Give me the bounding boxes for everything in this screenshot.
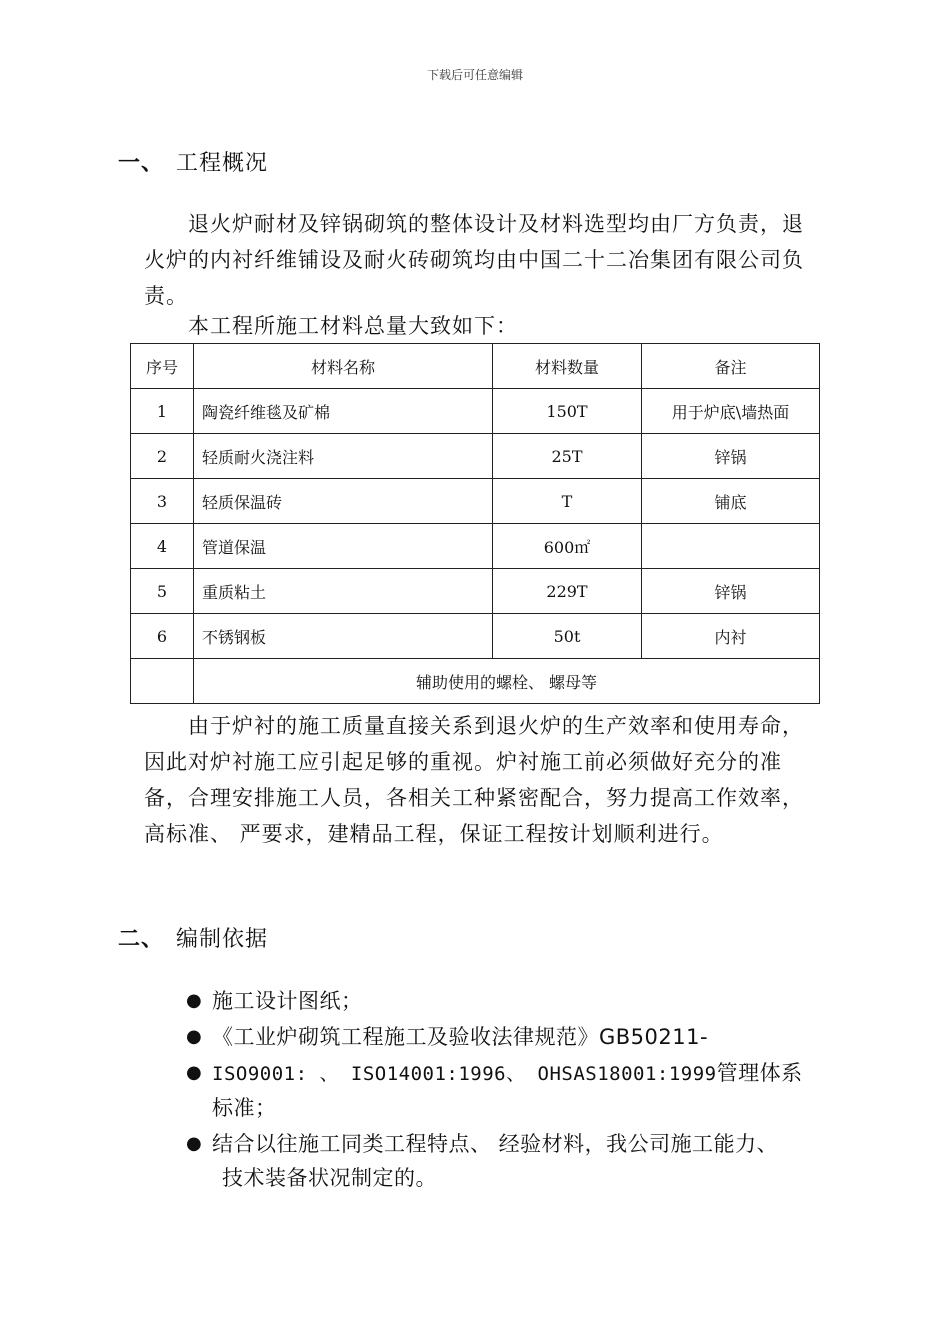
cell-name: 陶瓷纤维毯及矿棉 <box>194 389 493 434</box>
table-row <box>131 389 820 434</box>
list-item-continuation: 标准； <box>212 1096 277 1120</box>
cell-qty: T <box>493 479 642 524</box>
header-seq: 序号 <box>131 344 194 389</box>
table-header-row <box>131 344 820 389</box>
materials-intro-text: 本工程所施工材料总量大致如下： <box>188 314 518 338</box>
cell-note <box>642 524 820 569</box>
table-row <box>131 614 820 659</box>
quality-text: 由于炉衬的施工质量直接关系到退火炉的生产效率和使用寿命，因此对炉衬施工应引起足够的重视。炉衬施工前必须做好充分的准备，合理安排施工人员，各相关工种紧密配合，努力提高工作效率，高标准、 严要求，建精品工程，保证工程按计划顺利进行。 <box>144 714 804 846</box>
cell-note: 铺底 <box>642 479 820 524</box>
header-note-col: 备注 <box>642 344 820 389</box>
cell-seq: 3 <box>131 479 194 524</box>
table-row <box>131 479 820 524</box>
cell-name: 管道保温 <box>194 524 493 569</box>
table-row <box>131 434 820 479</box>
list-item-text-suffix: 管理体系 <box>716 1061 803 1085</box>
list-item <box>186 1127 836 1195</box>
cell-qty: 25T <box>493 434 642 479</box>
cell-note: 内衬 <box>642 614 820 659</box>
cell-name: 轻质保温砖 <box>194 479 493 524</box>
basis-list <box>186 984 836 1197</box>
section-title-basis <box>118 922 268 953</box>
intro-text: 退火炉耐材及锌锅砌筑的整体设计及材料选型均由厂方负责，退火炉的内衬纤维铺设及耐火砖砌筑均由中国二十二冶集团有限公司负责。 <box>144 212 804 308</box>
list-item-text: 施工设计图纸； <box>212 989 363 1013</box>
cell-seq: 1 <box>131 389 194 434</box>
bullet-icon: ● <box>186 1026 203 1047</box>
section-number: 一、 <box>118 151 165 176</box>
section-heading: 工程概况 <box>176 151 269 176</box>
section-title-overview <box>118 146 268 177</box>
header-note: 下载后可任意编辑 <box>426 68 523 82</box>
cell-note: 锌锅 <box>642 569 820 614</box>
list-item-text: 结合以往施工同类工程特点、 经验材料，我公司施工能力、 <box>212 1132 779 1156</box>
list-item-text: 《工业炉砌筑工程施工及验收法律规范》GB50211- <box>212 1025 709 1049</box>
cell-note: 用于炉底\墙热面 <box>642 389 820 434</box>
section-number: 二、 <box>118 927 165 952</box>
table-row <box>131 569 820 614</box>
bullet-icon: ● <box>186 1062 203 1083</box>
table-row <box>131 524 820 569</box>
cell-qty: 150T <box>493 389 642 434</box>
intro-paragraph <box>144 206 820 314</box>
cell-name: 重质粘土 <box>194 569 493 614</box>
cell-name: 不锈钢板 <box>194 614 493 659</box>
bullet-icon: ● <box>186 1133 203 1154</box>
list-item <box>186 1020 836 1054</box>
header-qty: 材料数量 <box>493 344 642 389</box>
section-heading: 编制依据 <box>176 927 269 952</box>
cell-name: 轻质耐火浇注料 <box>194 434 493 479</box>
cell-qty: 50t <box>493 614 642 659</box>
cell-qty: 600㎡ <box>493 524 642 569</box>
list-item <box>186 1056 836 1125</box>
cell-qty: 229T <box>493 569 642 614</box>
materials-intro <box>144 308 820 344</box>
materials-table <box>130 343 820 704</box>
cell-footer: 辅助使用的螺栓、 螺母等 <box>194 659 820 704</box>
bullet-icon: ● <box>186 990 203 1011</box>
table-footer-row <box>131 659 820 704</box>
cell-seq-empty <box>131 659 194 704</box>
quality-paragraph <box>144 708 820 852</box>
list-item-text: ISO9001: 、 ISO14001:1996、 OHSAS18001:1999 <box>212 1063 717 1085</box>
cell-seq: 6 <box>131 614 194 659</box>
list-item <box>186 984 836 1018</box>
cell-seq: 2 <box>131 434 194 479</box>
list-item-continuation: 技术装备状况制定的。 <box>222 1166 437 1190</box>
header-name: 材料名称 <box>194 344 493 389</box>
cell-seq: 4 <box>131 524 194 569</box>
cell-seq: 5 <box>131 569 194 614</box>
cell-note: 锌锅 <box>642 434 820 479</box>
